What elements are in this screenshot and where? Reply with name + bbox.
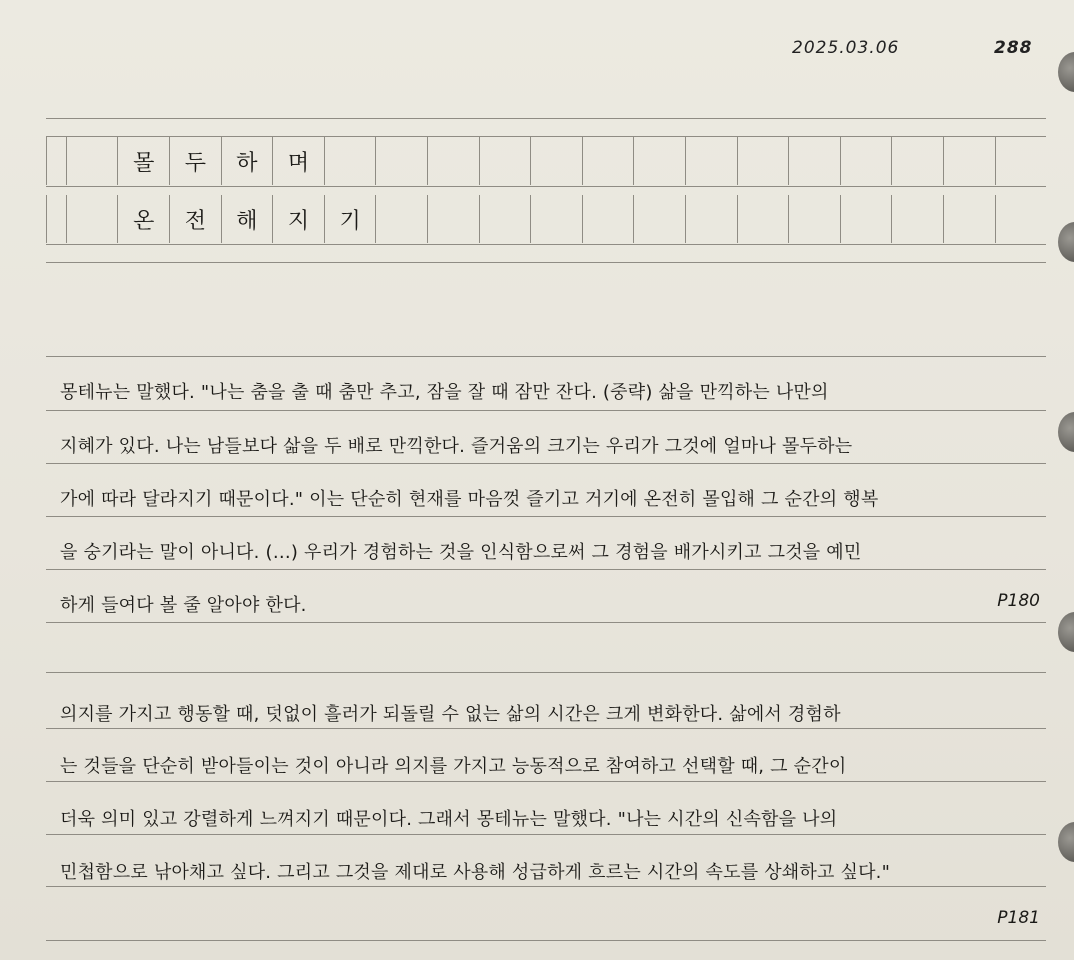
passage-2-line: 는 것들을 단순히 받아들이는 것이 아니라 의지를 가지고 능동적으로 참여하고 선택할 때, 그 순간이 xyxy=(60,756,847,777)
passage-2-line: 더욱 의미 있고 강렬하게 느껴지기 때문이다. 그래서 몽테뉴는 말했다. "나는 시간의 신속함을 나의 xyxy=(60,809,838,830)
binder-ring-icon xyxy=(1058,412,1074,452)
page-reference: P180 xyxy=(997,591,1040,611)
grid-cell xyxy=(995,195,1047,243)
rule-line xyxy=(46,356,1046,357)
passage-1-line: 을 숭기라는 말이 아니다. (…) 우리가 경험하는 것을 인식함으로써 그 경험을 배가시키고 그것을 예민 xyxy=(60,542,862,563)
grid-cell xyxy=(633,195,685,243)
grid-cell xyxy=(582,137,634,185)
grid-cell xyxy=(66,195,118,243)
binder-ring-icon xyxy=(1058,612,1074,652)
title-grid-row-2 xyxy=(46,195,1046,243)
rule-line xyxy=(46,262,1046,263)
binder-ring-icon xyxy=(1058,822,1074,862)
binder-ring-icon xyxy=(1058,52,1074,92)
grid-cell: 해 xyxy=(221,195,273,243)
grid-cell xyxy=(891,137,943,185)
grid-cell xyxy=(737,137,789,185)
rule-line xyxy=(46,569,1046,570)
page-reference: P181 xyxy=(997,908,1040,928)
rule-line xyxy=(46,186,1046,187)
grid-cell xyxy=(479,137,531,185)
grid-cell: 두 xyxy=(169,137,221,185)
passage-2-line: 민첩함으로 낚아채고 싶다. 그리고 그것을 제대로 사용해 성급하게 흐르는 시간의 속도를 상쇄하고 싶다." xyxy=(60,862,891,883)
rule-line xyxy=(46,463,1046,464)
grid-cell xyxy=(530,137,582,185)
grid-cell xyxy=(530,195,582,243)
passage-1-line: 지혜가 있다. 나는 남들보다 삶을 두 배로 만끽한다. 즐거움의 크기는 우리가 그것에 얼마나 몰두하는 xyxy=(60,436,853,457)
rule-line xyxy=(46,728,1046,729)
grid-cell xyxy=(375,137,427,185)
passage-2-line: 의지를 가지고 행동할 때, 덧없이 흘러가 되돌릴 수 없는 삶의 시간은 크게 변화한다. 삶에서 경험하 xyxy=(60,704,841,725)
rule-line xyxy=(46,622,1046,623)
grid-cell: 지 xyxy=(272,195,324,243)
passage-1-line: 하게 들여다 볼 줄 알아야 한다. xyxy=(60,595,307,616)
grid-cell xyxy=(788,195,840,243)
grid-cell xyxy=(46,137,66,185)
grid-cell: 전 xyxy=(169,195,221,243)
grid-cell xyxy=(66,137,118,185)
grid-cell xyxy=(324,137,376,185)
grid-cell xyxy=(891,195,943,243)
passage-1-line: 몽테뉴는 말했다. "나는 춤을 출 때 춤만 추고, 잠을 잘 때 잠만 잔다. (중략) 삶을 만끽하는 나만의 xyxy=(60,382,829,403)
grid-cell xyxy=(479,195,531,243)
rule-line xyxy=(46,244,1046,245)
grid-cell: 기 xyxy=(324,195,376,243)
grid-cell xyxy=(943,195,995,243)
title-grid-row-1 xyxy=(46,137,1046,185)
grid-cell xyxy=(582,195,634,243)
grid-cell: 하 xyxy=(221,137,273,185)
grid-cell xyxy=(427,195,479,243)
grid-cell xyxy=(685,137,737,185)
rule-line xyxy=(46,672,1046,673)
grid-cell xyxy=(375,195,427,243)
grid-cell xyxy=(685,195,737,243)
rule-line xyxy=(46,516,1046,517)
rule-line xyxy=(46,886,1046,887)
rule-line xyxy=(46,940,1046,941)
grid-cell xyxy=(840,137,892,185)
rule-line xyxy=(46,410,1046,411)
entry-date: 2025.03.06 xyxy=(792,38,900,58)
grid-cell xyxy=(46,195,66,243)
rule-line xyxy=(46,781,1046,782)
passage-1-line: 가에 따라 달라지기 때문이다." 이는 단순히 현재를 마음껏 즐기고 거기에 온전히 몰입해 그 순간의 행복 xyxy=(60,489,879,510)
grid-cell xyxy=(995,137,1047,185)
grid-cell xyxy=(737,195,789,243)
binder-ring-icon xyxy=(1058,222,1074,262)
grid-cell xyxy=(840,195,892,243)
grid-cell: 온 xyxy=(117,195,169,243)
grid-cell: 며 xyxy=(272,137,324,185)
page-number: 288 xyxy=(994,38,1033,58)
grid-cell xyxy=(633,137,685,185)
grid-cell xyxy=(427,137,479,185)
grid-cell xyxy=(788,137,840,185)
grid-cell xyxy=(943,137,995,185)
grid-cell: 몰 xyxy=(117,137,169,185)
rule-line xyxy=(46,118,1046,119)
rule-line xyxy=(46,834,1046,835)
